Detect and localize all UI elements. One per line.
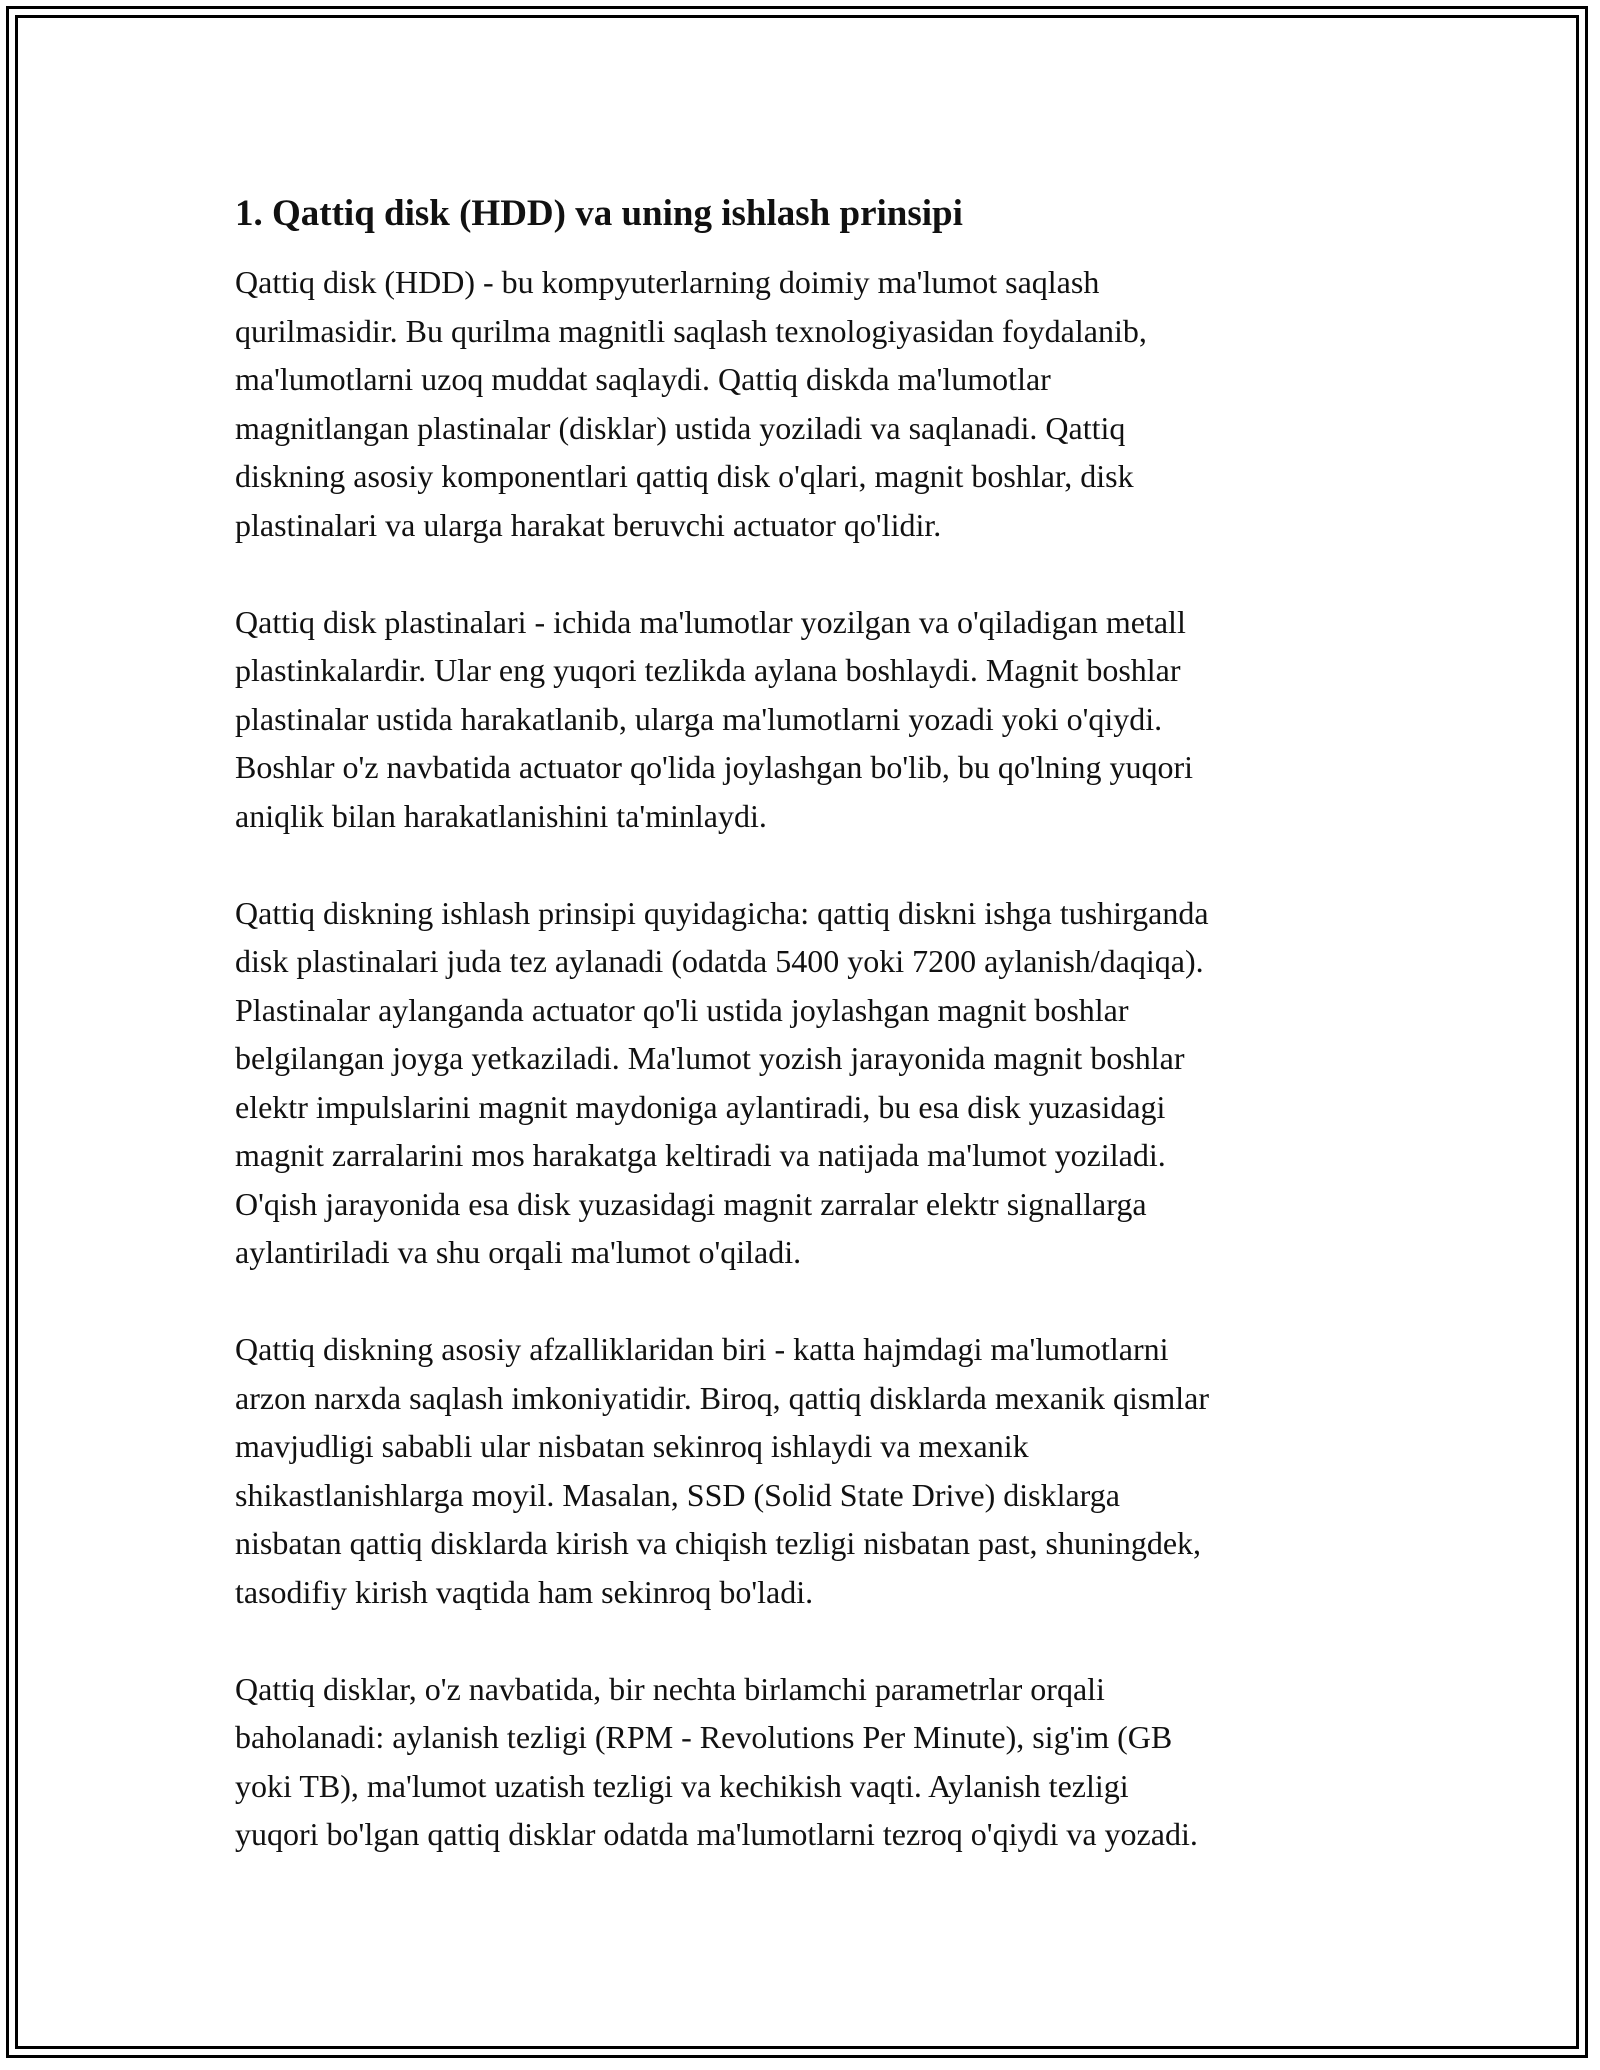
page-title: 1. Qattiq disk (HDD) va uning ishlash prinsipi — [235, 193, 963, 234]
paragraph-3: Qattiq diskning ishlash prinsipi quyidagicha: qattiq diskni ishga tushirganda disk plastinalari juda tez aylanadi (odatda 5400 yoki 7200 aylanish/daqiqa). Plastinalar aylanganda actuator qo'li ustida joylashgan magnit boshlar belgilangan joyga yetkaziladi. Ma'lumot yozish jarayonida magnit boshlar elektr impulslarini magnit maydoniga aylantiradi, bu esa disk yuzasidagi magnit zarralarini mos harakatga keltiradi va natijada ma'lumot yoziladi. O'qish jarayonida esa disk yuzasidagi magnit zarralar elektr signallarga aylantiriladi va shu orqali ma'lumot o'qiladi. — [235, 894, 1209, 1270]
paragraph-5: Qattiq disklar, o'z navbatida, bir nechta birlamchi parametrlar orqali baholanadi: aylanish tezligi (RPM - Revolutions Per Minute), sig'im (GB yoki TB), ma'lumot uzatish tezligi va kechikish vaqti. Aylanish tezligi yuqori bo'lgan qattiq disklar odatda ma'lumotlarni tezroq o'qiydi va yozadi. — [235, 1670, 1198, 1852]
document-body — [235, 188, 1375, 1907]
paragraph-2: Qattiq disk plastinalari - ichida ma'lumotlar yozilgan va o'qiladigan metall plastinkalardir. Ular eng yuqori tezlikda aylana boshlaydi. Magnit boshlar plastinalar ustida harakatlanib, ularga ma'lumotlarni yozadi yoki o'qiydi. Boshlar o'z navbatida actuator qo'lida joylashgan bo'lib, bu qo'lning yuqori aniqlik bilan harakatlanishini ta'minlaydi. — [235, 603, 1193, 834]
paragraph-1: Qattiq disk (HDD) - bu kompyuterlarning doimiy ma'lumot saqlash qurilmasidir. Bu qurilma magnitli saqlash texnologiyasidan foydalanib, ma'lumotlarni uzoq muddat saqlaydi. Qattiq diskda ma'lumotlar magnitlangan plastinalar (disklar) ustida yoziladi va saqlanadi. Qattiq diskning asosiy komponentlari qattiq disk o'qlari, magnit boshlar, disk plastinalari va ularga harakat beruvchi actuator qo'lidir. — [235, 264, 1147, 543]
paragraph-4: Qattiq diskning asosiy afzalliklaridan biri - katta hajmdagi ma'lumotlarni arzon narxda saqlash imkoniyatidir. Biroq, qattiq disklarda mexanik qismlar mavjudligi sababli ular nisbatan sekinroq ishlaydi va mexanik shikastlanishlarga moyil. Masalan, SSD (Solid State Drive) disklarga nisbatan qattiq disklarda kirish va chiqish tezligi nisbatan past, shuningdek, tasodifiy kirish vaqtida ham sekinroq bo'ladi. — [235, 1331, 1209, 1610]
